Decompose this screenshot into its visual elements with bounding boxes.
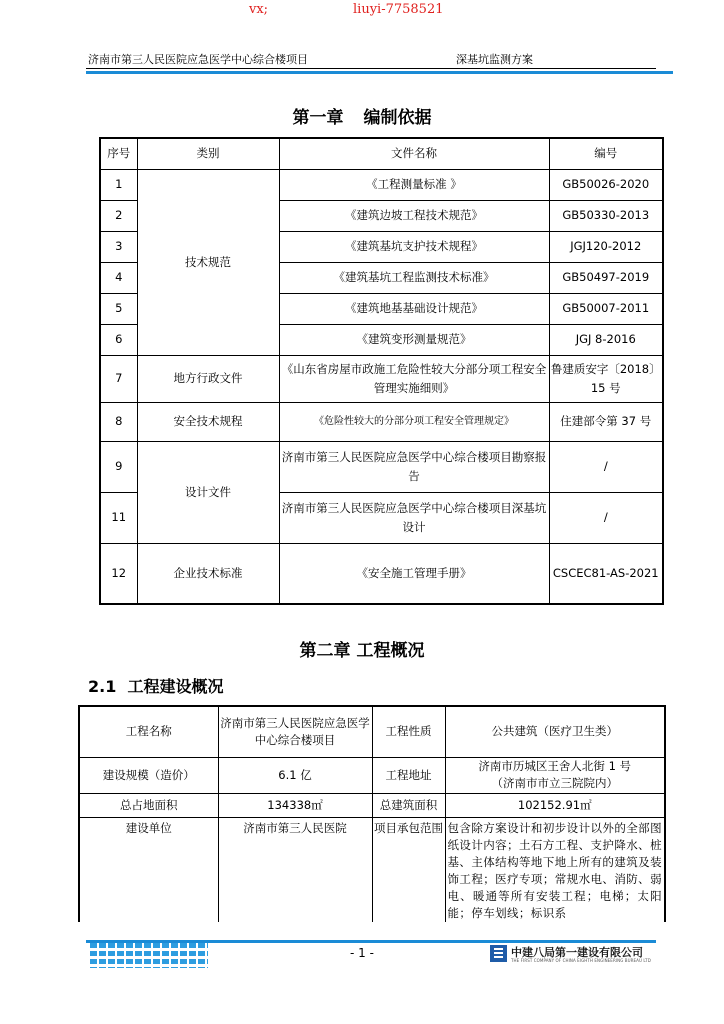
company-logo (490, 944, 660, 966)
category-cell: 地方行政文件 (137, 355, 279, 402)
doc-code: GB50497-2019 (549, 262, 663, 293)
doc-name: 《建筑地基基础设计规范》 (279, 293, 549, 324)
value-nature: 公共建筑（医疗卫生类） (445, 706, 665, 757)
table-header-row (100, 138, 663, 169)
table-row (100, 543, 663, 604)
watermark (0, 2, 724, 20)
section-number: 2.1 (88, 677, 117, 696)
doc-code: JGJ120-2012 (549, 231, 663, 262)
doc-name: 《建筑基坑支护技术规程》 (279, 231, 549, 262)
row-no: 1 (100, 169, 137, 200)
col-header-no: 序号 (100, 138, 137, 169)
col-header-category: 类别 (137, 138, 279, 169)
value-owner: 济南市第三人民医院 (218, 817, 372, 922)
basis-table (99, 137, 664, 605)
chapter-2-title: 第二章 工程概况 (299, 641, 425, 661)
col-header-name: 文件名称 (279, 138, 549, 169)
company-name: 中建八局第一建设有限公司 (511, 946, 643, 959)
table-row (100, 402, 663, 441)
section-name: 工程建设概况 (127, 677, 224, 696)
chapter-1-number: 第一章 (292, 108, 344, 128)
table-row (79, 793, 665, 817)
header-accent-rule (86, 71, 673, 74)
row-no: 2 (100, 200, 137, 231)
page-number: - 1 - (350, 946, 374, 960)
row-no: 7 (100, 355, 137, 402)
row-no: 5 (100, 293, 137, 324)
project-overview-table (78, 705, 666, 922)
doc-name: 济南市第三人民医院应急医学中心综合楼项目深基坑设计 (279, 492, 549, 543)
doc-name: 《建筑基坑工程监测技术标准》 (279, 262, 549, 293)
doc-name: 《危险性较大的分部分项工程安全管理规定》 (279, 402, 549, 441)
doc-code: JGJ 8-2016 (549, 324, 663, 355)
doc-code: GB50026-2020 (549, 169, 663, 200)
row-no: 4 (100, 262, 137, 293)
row-no: 11 (100, 492, 137, 543)
chapter-1-name: 编制依据 (363, 108, 432, 128)
value-address (445, 757, 665, 793)
category-cell: 企业技术标准 (137, 543, 279, 604)
label-land-area: 总占地面积 (79, 793, 218, 817)
col-header-code: 编号 (549, 138, 663, 169)
label-nature: 工程性质 (372, 706, 445, 757)
section-2-1-title (88, 674, 224, 697)
row-no: 8 (100, 402, 137, 441)
doc-code: / (549, 492, 663, 543)
doc-code: GB50007-2011 (549, 293, 663, 324)
doc-name: 《建筑变形测量规范》 (279, 324, 549, 355)
row-no: 6 (100, 324, 137, 355)
table-row (79, 757, 665, 793)
doc-name: 《山东省房屋市政施工危险性较大分部分项工程安全管理实施细则》 (279, 355, 549, 402)
table-row (79, 817, 665, 922)
doc-name: 济南市第三人民医院应急医学中心综合楼项目勘察报告 (279, 441, 549, 492)
company-logo-icon (490, 945, 507, 962)
header-doc-title: 深基坑监测方案 (456, 53, 533, 66)
label-project-name: 工程名称 (79, 706, 218, 757)
doc-name: 《工程测量标准 》 (279, 169, 549, 200)
category-cell: 技术规范 (137, 169, 279, 355)
address-line-1: 济南市历城区王舍人北街 1 号 (478, 759, 632, 773)
value-building-area: 102152.91㎡ (445, 793, 665, 817)
label-address: 工程地址 (372, 757, 445, 793)
label-building-area: 总建筑面积 (372, 793, 445, 817)
value-scope: 包含除方案设计和初步设计以外的全部图纸设计内容；土石方工程、支护降水、桩基、主体结构等地下地上所有的建筑及装饰工程；医疗专项；常规水电、消防、弱电、暖通等所有安装工程；电梯；太阳能；停车划线；标识系 (445, 817, 665, 922)
category-cell: 设计文件 (137, 441, 279, 543)
doc-code: CSCEC81-AS-2021 (549, 543, 663, 604)
value-land-area: 134338㎡ (218, 793, 372, 817)
doc-name: 《建筑边坡工程技术规范》 (279, 200, 549, 231)
row-no: 12 (100, 543, 137, 604)
company-name-en: THE FIRST COMPANY OF CHINA EIGHTH ENGINEERING BUREAU LTD (511, 958, 651, 963)
table-row (79, 706, 665, 757)
doc-name: 《安全施工管理手册》 (279, 543, 549, 604)
header-rule (86, 68, 656, 69)
row-no: 9 (100, 441, 137, 492)
table-row (100, 169, 663, 200)
header-project-title: 济南市第三人民医院应急医学中心综合楼项目 (88, 53, 308, 66)
value-scale: 6.1 亿 (218, 757, 372, 793)
doc-code: GB50330-2013 (549, 200, 663, 231)
address-line-2: （济南市市立三院院内） (491, 776, 618, 790)
row-no: 3 (100, 231, 137, 262)
value-project-name: 济南市第三人民医院应急医学中心综合楼项目 (218, 706, 372, 757)
label-owner: 建设单位 (79, 817, 218, 922)
label-scope: 项目承包范围 (372, 817, 445, 922)
doc-code: 住建部令第 37 号 (549, 402, 663, 441)
watermark-part1: vx; (249, 2, 269, 17)
doc-code: / (549, 441, 663, 492)
table-row (100, 355, 663, 402)
category-cell: 安全技术规程 (137, 402, 279, 441)
watermark-part2: liuyi-7758521 (353, 2, 444, 17)
label-scale: 建设规模（造价） (79, 757, 218, 793)
doc-code: 鲁建质安字〔2018〕15 号 (549, 355, 663, 402)
chapter-1-title (0, 103, 724, 128)
table-row (100, 441, 663, 492)
